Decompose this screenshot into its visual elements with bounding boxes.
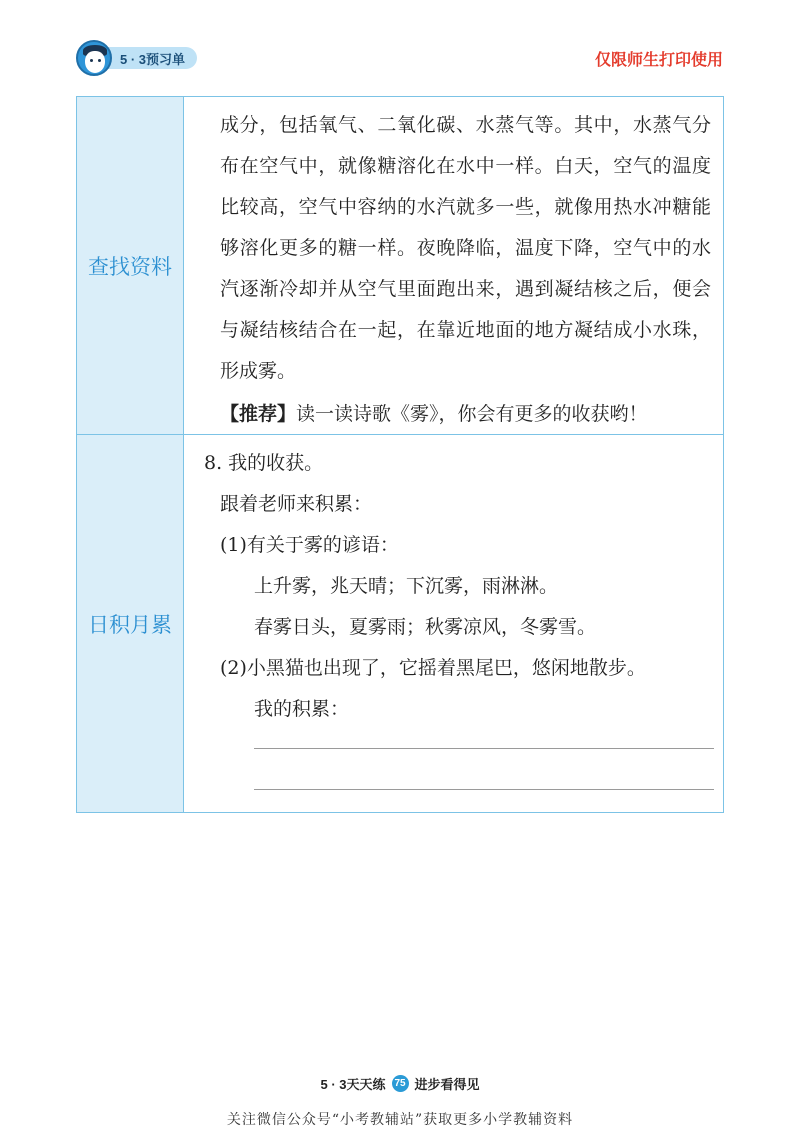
section-content-accumulate: [184, 435, 724, 813]
question-title: 8. 我的收获。: [204, 452, 324, 474]
page-number: 75: [392, 1075, 409, 1092]
page-footer: [0, 1074, 800, 1093]
proverb-line-1: 上升雾，兆天晴；下沉雾，雨淋淋。: [254, 575, 559, 597]
item2-title: (2)小黑猫也出现了，它摇着黑尾巴，悠闲地散步。: [220, 657, 646, 679]
answer-line-2[interactable]: [254, 789, 714, 790]
print-notice: 仅限师生打印使用: [594, 52, 723, 69]
section-label-accumulate: 日积月累: [77, 435, 184, 813]
item1-title: (1)有关于雾的谚语：: [220, 534, 399, 556]
item2-prompt: 我的积累：: [254, 698, 350, 720]
recommend-tag: 【推荐】: [220, 403, 297, 425]
intro-line: 跟着老师来积累：: [220, 493, 373, 515]
table-row: [77, 97, 724, 435]
worksheet-table: [76, 96, 724, 813]
recommend-text: 读一读诗歌《雾》，你会有更多的收获哟！: [296, 403, 648, 425]
section-label-research: 查找资料: [77, 97, 184, 435]
badge-label: 5 · 3预习单: [100, 47, 197, 69]
table-row: [77, 435, 724, 813]
proverb-line-2: 春雾日头，夏雾雨；秋雾凉风，冬雾雪。: [254, 616, 597, 638]
footer-left: 5 · 3天天练: [320, 1077, 386, 1092]
footer-right: 进步看得见: [414, 1077, 480, 1092]
recommend-line: [184, 394, 723, 434]
avatar-icon: [76, 40, 112, 76]
answer-line-1[interactable]: [254, 748, 714, 749]
header-badge: [76, 40, 197, 76]
section-content-research: [184, 97, 724, 435]
watermark-text: 关注微信公众号“小考教辅站”获取更多小学教辅资料: [226, 1112, 574, 1128]
research-paragraph: 成分，包括氧气、二氧化碳、水蒸气等。其中，水蒸气分布在空气中，就像糖溶化在水中一样。白天，空气的温度比较高，空气中容纳的水汽就多一些，就像用热水冲糖能够溶化更多的糖一样。夜晚降临，温度下降，空气中的水汽逐渐冷却并从空气里面跑出来，遇到凝结核之后，便会与凝结核结合在一起，在靠近地面的地方凝结成小水珠，形成雾。: [220, 114, 711, 382]
